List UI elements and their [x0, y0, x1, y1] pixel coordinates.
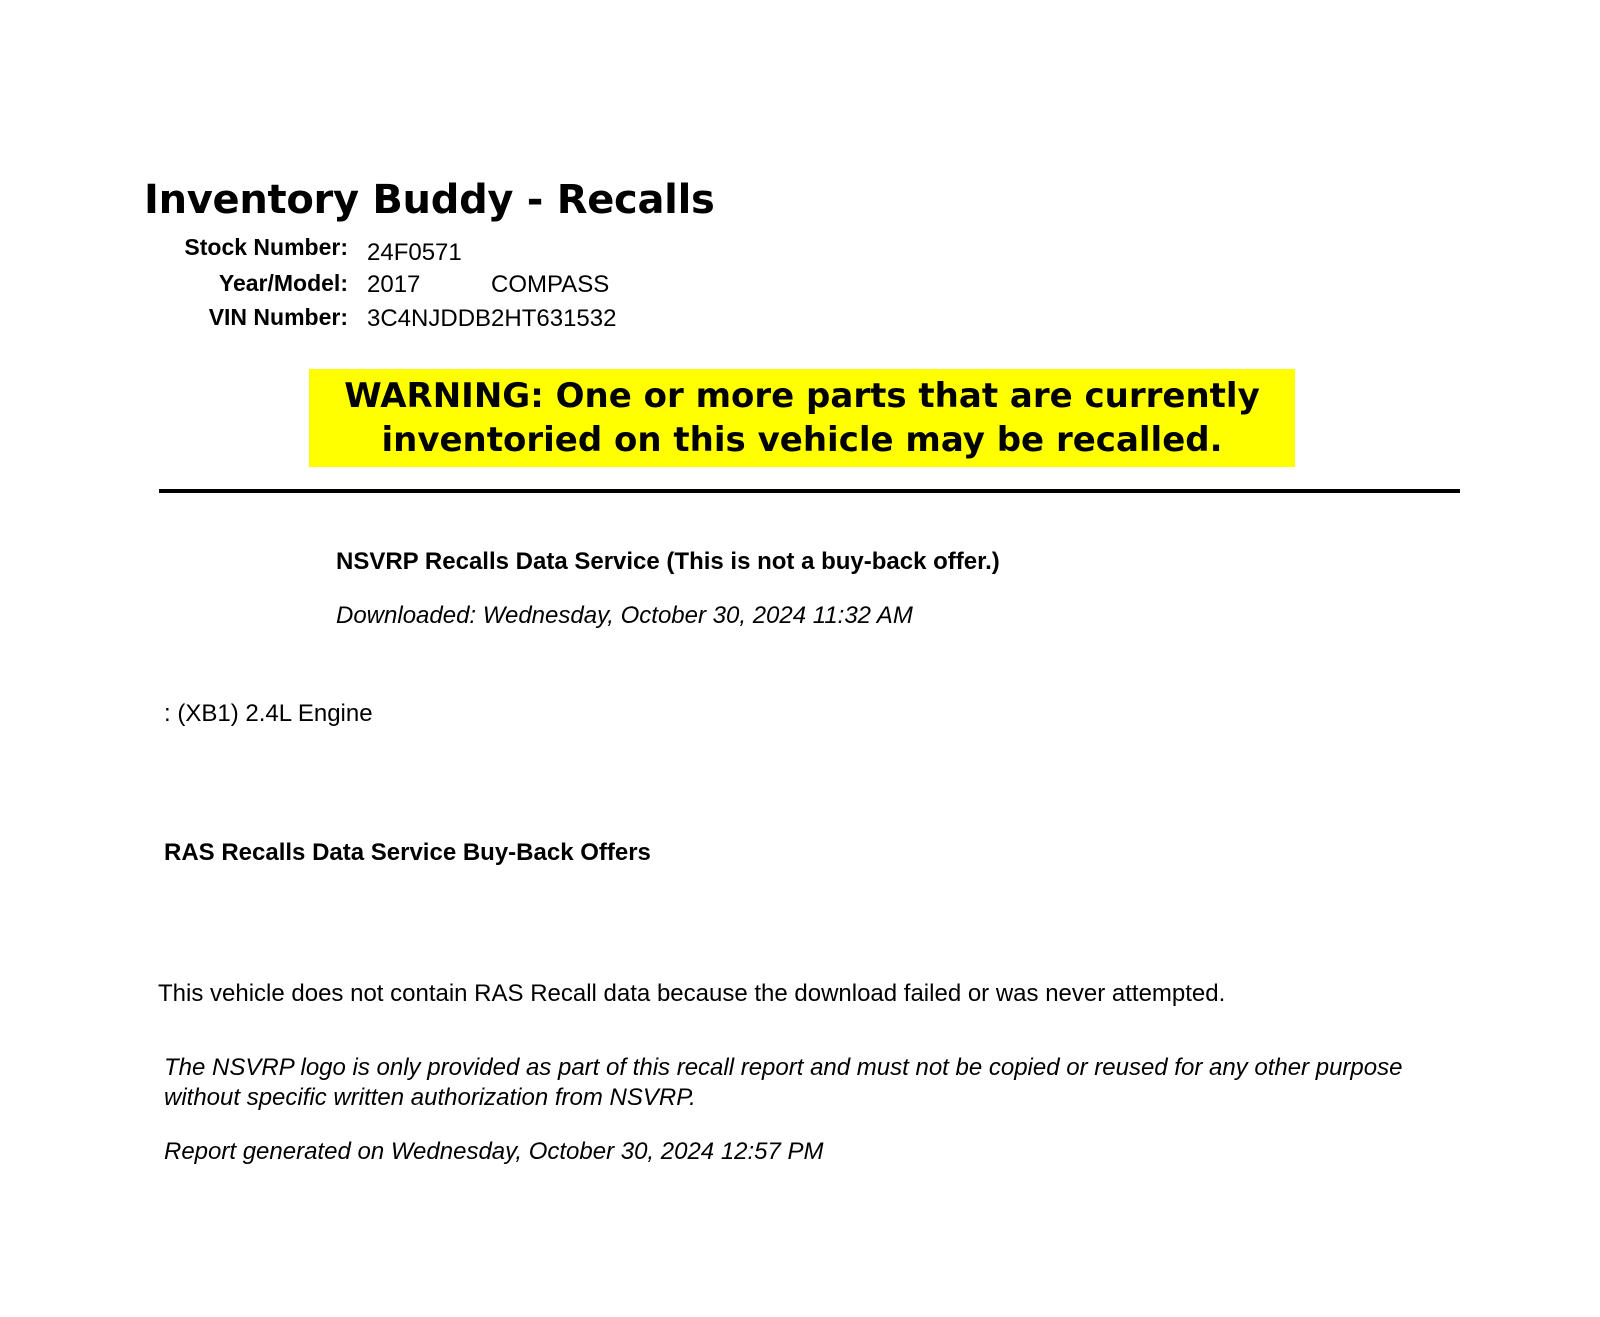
warning-banner	[309, 369, 1295, 467]
vin-number-label: VIN Number:	[208, 304, 348, 330]
year-value: 2017	[367, 271, 421, 298]
year-model-label: Year/Model:	[218, 270, 348, 296]
nsvrp-heading: NSVRP Recalls Data Service (This is not a buy-back offer.)	[336, 548, 1000, 575]
vin-number-value: 3C4NJDDB2HT631532	[367, 305, 617, 332]
ras-heading: RAS Recalls Data Service Buy-Back Offers	[164, 839, 651, 866]
page-title: Inventory Buddy - Recalls	[144, 177, 715, 223]
stock-number-value: 24F0571	[367, 239, 462, 266]
model-value: COMPASS	[491, 271, 610, 298]
divider	[159, 489, 1460, 493]
stock-number-label: Stock Number:	[184, 234, 348, 260]
logo-usage-notice: The NSVRP logo is only provided as part of this recall report and must not be copied or reused for any other purpose without specific written authorization from NSVRP.	[164, 1054, 1403, 1111]
nsvrp-downloaded-timestamp: Downloaded: Wednesday, October 30, 2024 11:32 AM	[336, 602, 913, 629]
recall-item: : (XB1) 2.4L Engine	[164, 700, 373, 727]
warning-text: WARNING: One or more parts that are currently inventoried on this vehicle may be recalled.	[344, 376, 1260, 460]
ras-status-message: This vehicle does not contain RAS Recall data because the download failed or was never attempted.	[158, 980, 1226, 1007]
report-generated-timestamp: Report generated on Wednesday, October 30, 2024 12:57 PM	[164, 1138, 824, 1165]
